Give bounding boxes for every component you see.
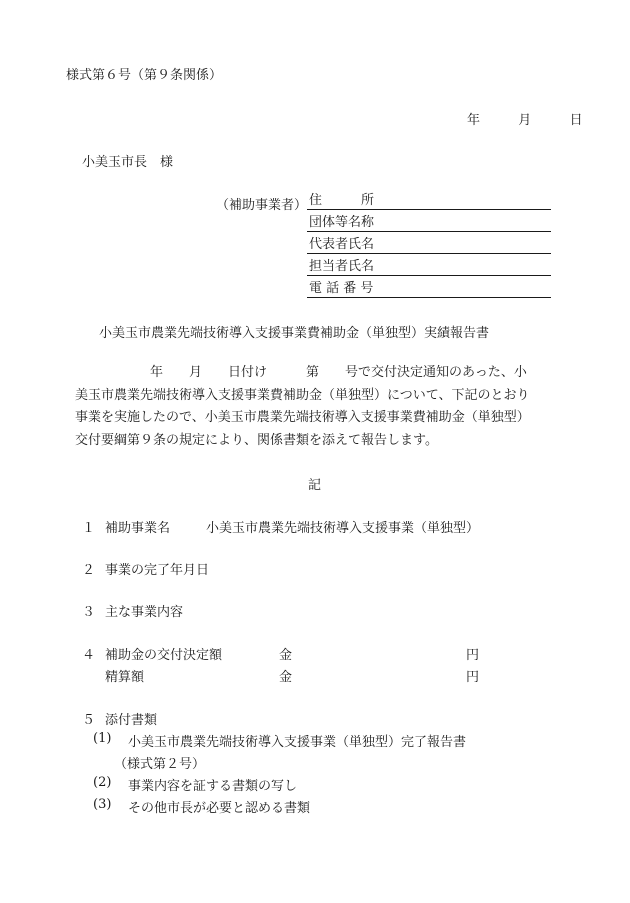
- body-paragraph: [75, 362, 575, 452]
- organization-name-label: 団体等名称: [309, 215, 375, 230]
- item-4-number: ４: [82, 648, 96, 663]
- settlement-amount-yen: 円: [466, 670, 480, 685]
- report-title: 小美玉市農業先端技術導入支援事業費補助金（単独型）実績報告書: [99, 326, 490, 341]
- decision-amount-label: 補助金の交付決定額: [105, 648, 223, 663]
- applicant-label: （補助事業者）: [216, 198, 308, 213]
- report-date: [467, 109, 583, 128]
- date-month: 月: [518, 113, 532, 128]
- body-line: 美玉市農業先端技術導入支援事業費補助金（単独型）について、下記のとおり: [75, 387, 530, 403]
- body-line: 年 月 日付け 第 号で交付決定通知のあった、小: [150, 365, 527, 380]
- settlement-amount-label: 精算額: [105, 670, 145, 685]
- contact-person-field: [307, 255, 551, 276]
- project-name-value: 小美玉市農業先端技術導入支援事業（単独型）: [206, 521, 480, 536]
- phone-number-label: 電 話 番 号: [309, 281, 374, 296]
- attachment-1-text: 小美玉市農業先端技術導入支援事業（単独型）完了報告書: [128, 735, 467, 750]
- attachment-3-text: その他市長が必要と認める書類: [128, 801, 311, 816]
- attachment-2-number: (2): [93, 775, 112, 790]
- item-5-label: 添付書類: [105, 713, 158, 728]
- attachment-2-text: 事業内容を証する書類の写し: [128, 779, 298, 794]
- item-5-number: ５: [82, 713, 96, 728]
- contact-person-label: 担当者氏名: [309, 259, 375, 274]
- address-label: 住 所: [309, 193, 375, 208]
- date-year: 年: [467, 113, 481, 128]
- organization-name-field: [307, 211, 551, 232]
- decision-amount-kin: 金: [279, 648, 293, 663]
- item-1-label: 補助事業名: [105, 521, 171, 536]
- decision-amount-yen: 円: [466, 648, 480, 663]
- item-1-number: １: [82, 521, 96, 536]
- date-day: 日: [569, 113, 583, 128]
- form-number: 様式第６号（第９条関係）: [66, 68, 223, 83]
- item-2-number: ２: [82, 563, 96, 578]
- address-field: [307, 189, 551, 210]
- settlement-amount-kin: 金: [279, 670, 293, 685]
- representative-name-label: 代表者氏名: [309, 237, 375, 252]
- phone-number-field: [307, 277, 551, 298]
- addressee: 小美玉市長 様: [82, 155, 174, 170]
- body-line: 交付要綱第９条の規定により、関係書類を添えて報告します。: [75, 432, 438, 448]
- item-2-label: 事業の完了年月日: [105, 563, 210, 578]
- body-line: 事業を実施したので、小美玉市農業先端技術導入支援事業費補助金（単独型）: [75, 410, 530, 425]
- attachment-1-cont: （様式第２号）: [114, 757, 206, 772]
- item-3-label: 主な事業内容: [105, 605, 184, 620]
- attachment-1-number: (1): [93, 731, 112, 746]
- attachment-3-number: (3): [93, 797, 112, 812]
- item-3-number: ３: [82, 605, 96, 620]
- ki-heading: 記: [308, 478, 322, 493]
- representative-name-field: [307, 233, 551, 254]
